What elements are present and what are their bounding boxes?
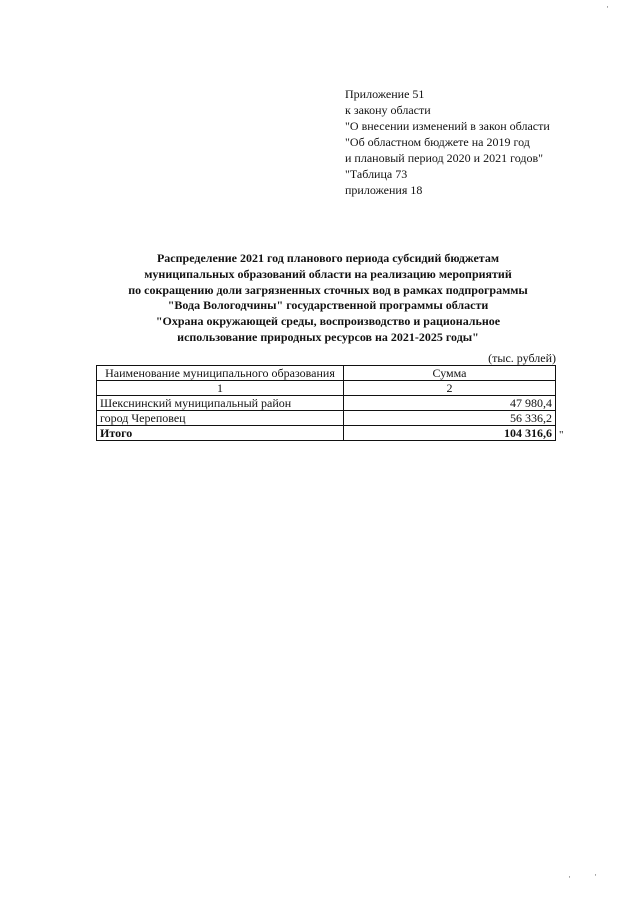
appendix-heading bbox=[345, 86, 550, 198]
appendix-line: "О внесении изменений в закон области bbox=[345, 119, 550, 133]
scan-mark: · bbox=[606, 2, 609, 12]
scan-mark: · bbox=[568, 872, 571, 882]
row-sum: 47 980,4 bbox=[344, 396, 556, 411]
header-sum: Сумма bbox=[344, 366, 556, 381]
title-line: по сокращению доли загрязненных сточных вод в рамках подпрограммы bbox=[128, 282, 528, 297]
appendix-line: приложения 18 bbox=[345, 183, 423, 197]
title-line: "Вода Вологодчины" государственной программы области bbox=[167, 298, 489, 313]
title-line: использование природных ресурсов на 2021-2025 годы" bbox=[177, 329, 479, 344]
total-row bbox=[97, 426, 556, 441]
header-name: Наименование муниципального образования bbox=[97, 366, 344, 381]
column-number: 1 bbox=[97, 381, 344, 396]
subsidy-table bbox=[96, 365, 556, 441]
closing-quote: " bbox=[559, 429, 564, 441]
table-row bbox=[97, 411, 556, 426]
title-line: муниципальных образований области на реализацию мероприятий bbox=[144, 266, 512, 281]
document-title bbox=[96, 251, 560, 346]
row-name: Шекснинский муниципальный район bbox=[97, 396, 344, 411]
total-sum: 104 316,6 bbox=[344, 426, 556, 441]
title-line: Распределение 2021 год планового периода субсидий бюджетам bbox=[156, 251, 500, 265]
units-label: (тыс. рублей) bbox=[488, 351, 556, 365]
scan-mark: · bbox=[594, 870, 597, 880]
title-line: "Охрана окружающей среды, воспроизводство и рациональное bbox=[155, 314, 501, 329]
appendix-line: к закону области bbox=[345, 103, 431, 117]
total-name: Итого bbox=[97, 426, 344, 441]
table-header-row bbox=[97, 366, 556, 381]
column-number-row bbox=[97, 381, 556, 396]
appendix-line: "Об областном бюджете на 2019 год bbox=[345, 135, 530, 149]
appendix-line: Приложение 51 bbox=[345, 87, 425, 101]
column-number: 2 bbox=[344, 381, 556, 396]
row-sum: 56 336,2 bbox=[344, 411, 556, 426]
appendix-line: и плановый период 2020 и 2021 годов" bbox=[345, 151, 544, 165]
table-row bbox=[97, 396, 556, 411]
row-name: город Череповец bbox=[97, 411, 344, 426]
appendix-line: "Таблица 73 bbox=[345, 167, 408, 181]
